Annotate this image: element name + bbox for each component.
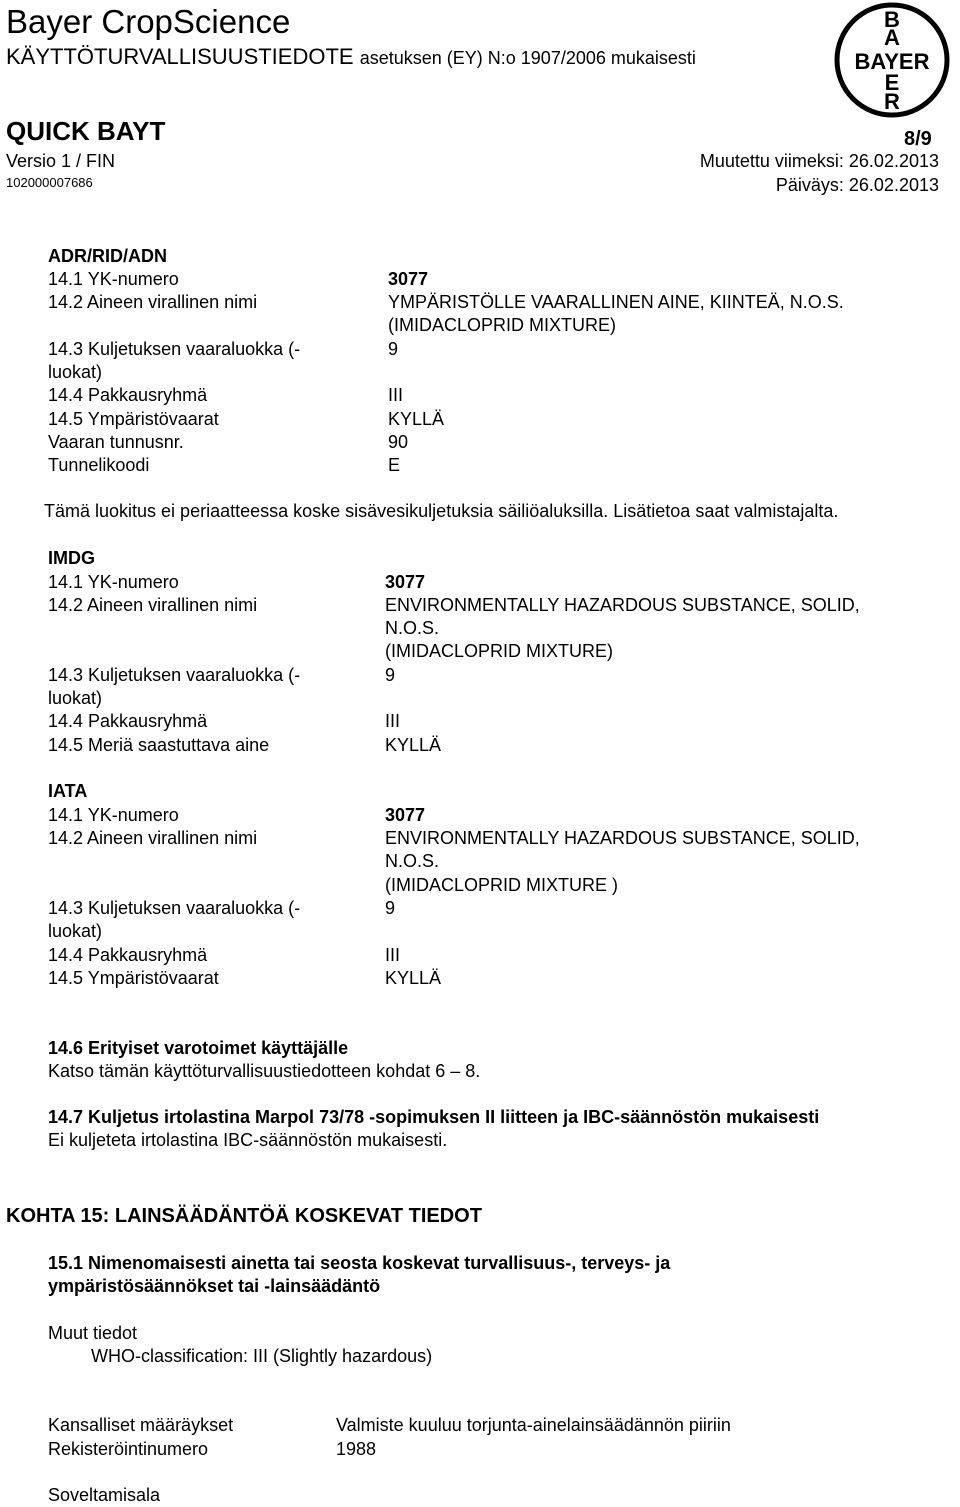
adr-class-value: 9 [388,339,399,359]
logo-wordmark: BAYER [854,49,930,74]
other-info-label: Muut tiedot [48,1323,138,1343]
iata-env-label: 14.5 Ympäristövaarat [48,968,219,988]
imdg-class-value: 9 [385,665,396,685]
imdg-name-value-3: (IMIDACLOPRID MIXTURE) [385,641,614,661]
special-precautions-text: Katso tämän käyttöturvallisuustiedotteen kohdat 6 – 8. [48,1061,481,1081]
logo-letter-e: E [884,70,900,95]
adr-name-label: 14.2 Aineen virallinen nimi [48,292,258,312]
adr-note: Tämä luokitus ei periaatteessa koske sisävesikuljetuksia säiliöaluksilla. Lisätietoa saat valmistajalta. [44,501,839,521]
iata-un-label: 14.1 YK-numero [48,805,179,825]
company-name: Bayer CropScience [6,3,291,40]
document-number: 102000007686 [6,175,93,190]
scope-label: Soveltamisala [48,1485,161,1505]
imdg-name-value-2: N.O.S. [385,618,440,638]
imdg-marine-label: 14.5 Meriä saastuttava aine [48,735,270,755]
imdg-packing-value: III [385,711,401,731]
logo-letter-r: R [884,89,900,114]
iata-class-label-2: luokat) [48,921,103,941]
iata-class-label: 14.3 Kuljetuksen vaaraluokka (- [48,898,301,918]
iata-name-label: 14.2 Aineen virallinen nimi [48,828,258,848]
imdg-un-value: 3077 [385,572,426,592]
adr-name-value: YMPÄRISTÖLLE VAARALLINEN AINE, KIINTEÄ, N.O.S. [388,292,844,312]
regulation-reference: asetuksen (EY) N:o 1907/2006 mukaisesti [359,48,696,68]
logo-letter-b: B [884,7,900,32]
iata-name-value-2: N.O.S. [385,851,440,871]
imdg-class-label: 14.3 Kuljetuksen vaaraluokka (- [48,665,301,685]
iata-env-value: KYLLÄ [385,968,442,988]
section-15-heading: KOHTA 15: LAINSÄÄDÄNTÖÄ KOSKEVAT TIEDOT [6,1205,482,1227]
bulk-transport-text: Ei kuljeteta irtolastina IBC-säännöstön mukaisesti. [48,1130,448,1150]
imdg-name-value: ENVIRONMENTALLY HAZARDOUS SUBSTANCE, SOLID, [385,595,860,615]
imdg-marine-value: KYLLÄ [385,735,442,755]
adr-un-label: 14.1 YK-numero [48,269,179,289]
iata-packing-label: 14.4 Pakkausryhmä [48,945,208,965]
imdg-un-label: 14.1 YK-numero [48,572,179,592]
section-15-1-heading: 15.1 Nimenomaisesti ainetta tai seosta koskevat turvallisuus-, terveys- ja [48,1253,671,1273]
adr-name-value-2: (IMIDACLOPRID MIXTURE) [388,315,617,335]
national-regulations-value: Valmiste kuuluu torjunta-ainelainsäädännön piiriin [336,1415,731,1435]
iata-un-value: 3077 [385,805,426,825]
iata-name-value: ENVIRONMENTALLY HAZARDOUS SUBSTANCE, SOLID, [385,828,860,848]
registration-number-label: Rekisteröintinumero [48,1439,209,1459]
adr-class-label-2: luokat) [48,362,103,382]
adr-tunnel-label: Tunnelikoodi [48,455,150,475]
document-title [6,42,696,73]
imdg-packing-label: 14.4 Pakkausryhmä [48,711,208,731]
who-classification: WHO-classification: III (Slightly hazardous) [91,1346,433,1366]
iata-heading: IATA [48,781,88,801]
adr-un-value: 3077 [388,269,429,289]
special-precautions-heading: 14.6 Erityiset varotoimet käyttäjälle [48,1038,349,1058]
imdg-class-label-2: luokat) [48,688,103,708]
issue-date: Päiväys: 26.02.2013 [775,175,939,195]
national-regulations-label: Kansalliset määräykset [48,1415,234,1435]
imdg-name-label: 14.2 Aineen virallinen nimi [48,595,258,615]
adr-env-label: 14.5 Ympäristövaarat [48,409,219,429]
adr-hazard-value: 90 [388,432,409,452]
revision-date: Muutettu viimeksi: 26.02.2013 [699,151,939,171]
registration-number-value: 1988 [336,1439,377,1459]
adr-heading: ADR/RID/ADN [48,246,167,266]
bayer-cross-logo [833,1,951,119]
adr-hazard-label: Vaaran tunnusnr. [48,432,184,452]
version: Versio 1 / FIN [6,151,116,171]
adr-packing-label: 14.4 Pakkausryhmä [48,385,208,405]
imdg-heading: IMDG [48,548,95,568]
iata-packing-value: III [385,945,401,965]
iata-name-value-3: (IMIDACLOPRID MIXTURE ) [385,875,619,895]
section-15-1-heading-2: ympäristösäännökset tai -lainsäädäntö [48,1276,381,1296]
bulk-transport-heading: 14.7 Kuljetus irtolastina Marpol 73/78 -sopimuksen II liitteen ja IBC-säännöstön mukaisesti [48,1107,820,1127]
document-type: KÄYTTÖTURVALLISUUSTIEDOTE [6,44,354,69]
adr-packing-value: III [388,385,404,405]
adr-class-label: 14.3 Kuljetuksen vaaraluokka (- [48,339,301,359]
adr-env-value: KYLLÄ [388,409,445,429]
adr-tunnel-value: E [388,455,401,475]
logo-letter-a: A [884,25,900,50]
iata-class-value: 9 [385,898,396,918]
page-number: 8/9 [904,128,932,150]
product-name: QUICK BAYT [6,116,166,146]
